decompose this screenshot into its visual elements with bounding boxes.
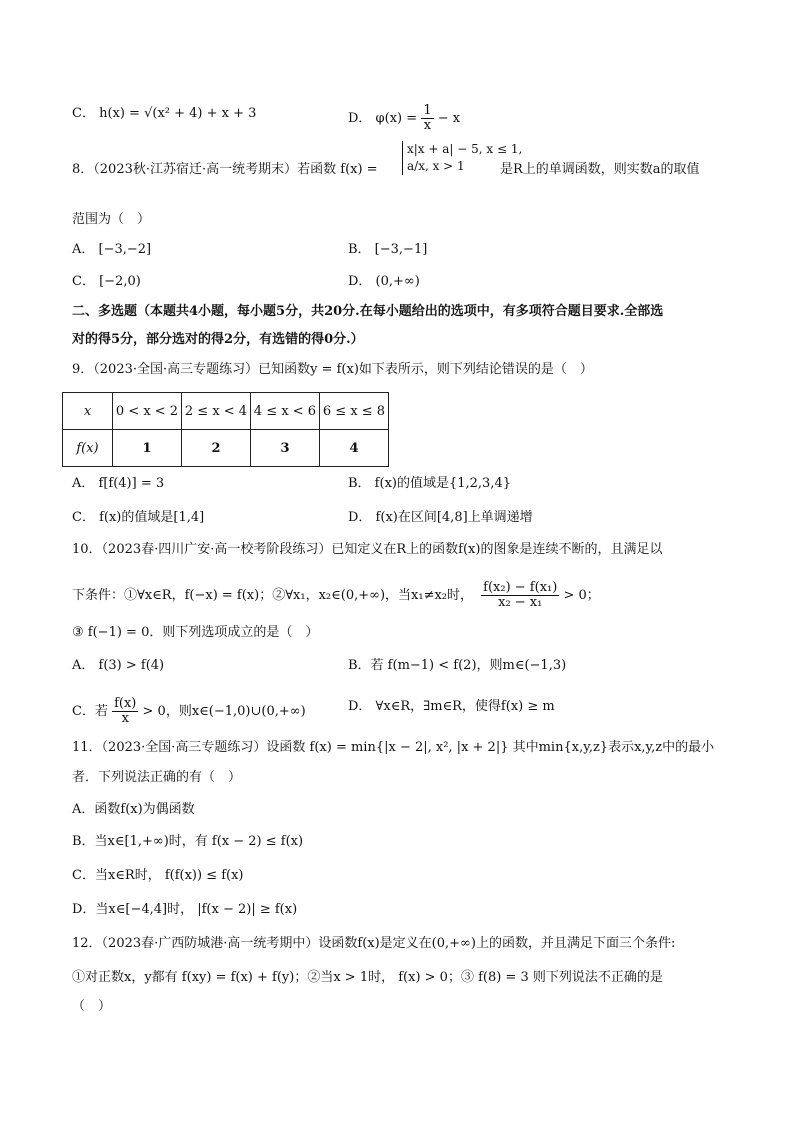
table-cell: 3 [251,430,320,467]
q8-head: 8．（2023秋·江苏宿迁·高一统考期末）若函数 f(x) = [72,162,378,177]
q8-option-c: C． [−2,0) [72,274,141,289]
section-2-heading-line1: 二、多选题（本题共4小题，每小题5分，共20分.在每小题给出的选项中，有多项符合题目要求.全部选 [72,304,664,319]
q10-option-c-num: f(x) [114,696,137,711]
q8-cont: 范围为（ ） [72,212,151,227]
q7-option-c: C． h(x) = √(x² + 4) + x + 3 [72,106,257,121]
q10-conditions [72,581,600,610]
q9-option-d: D． f(x)在区间[4,8]上单调递增 [348,510,533,525]
q11-line2: 者．下列说法正确的有（ ） [72,770,242,785]
q12-line3: （ ） [72,999,112,1014]
table-cell: f(x) [63,430,113,467]
q11-option-d: D．当x∈[−4,4]时， |f(x − 2)| ≥ f(x) [72,902,298,917]
q10-head: 10．（2023春·四川广安·高一校考阶段练习）已知定义在R上的函数f(x)的图象是连续不断的，且满足以 [72,542,663,557]
q8-option-d: D． (0,+∞) [348,274,420,289]
table-cell: x [63,393,113,430]
q7-option-d-fraction [421,104,433,133]
table-cell: 4 ≤ x < 6 [251,393,320,430]
q9-head: 9．（2023·全国·高三专题练习）已知函数y = f(x)如下表所示，则下列结论错误的是（ ） [72,362,593,377]
table-cell: 4 [320,430,389,467]
table-cell: 2 ≤ x < 4 [182,393,251,430]
q11-option-a: A．函数f(x)为偶函数 [72,802,195,817]
q11-option-b: B．当x∈[1,+∞)时，有 f(x − 2) ≤ f(x) [72,834,304,849]
q10-frac-num: f(x₂) − f(x₁) [483,580,558,595]
q7-option-d-num: 1 [423,103,432,118]
q7-option-d-tail: − x [437,111,461,126]
q8-case-2: a/x, x > 1 [407,159,465,173]
q10-option-a: A． f(3) > f(4) [72,658,165,673]
q9-option-b: B． f(x)的值域是{1,2,3,4} [348,476,511,491]
q7-option-d-lhs: D． φ(x) = [348,111,418,126]
q11-head: 11．（2023·全国·高三专题练习）设函数 f(x) = min{|x − 2|, x², |x + 2|} 其中min{x,y,z}表示x,y,z中的最小 [72,740,715,755]
q10-option-c [72,697,306,726]
section-2-heading-line2: 对的得5分，部分选对的得2分，有选错的得0分.） [72,332,364,347]
q10-option-c-post: > 0，则x∈(−1,0)∪(0,+∞) [142,704,306,719]
table-cell: 6 ≤ x ≤ 8 [320,393,389,430]
table-cell: 1 [113,430,182,467]
q10-option-b: B．若 f(m−1) < f(2)，则m∈(−1,3) [348,658,567,673]
q7-option-d [348,104,460,133]
q8-option-a: A． [−3,−2] [72,242,152,257]
q9-option-a: A． f[f(4)] = 3 [72,476,165,491]
table-row [63,393,389,430]
table-cell: 0 < x < 2 [113,393,182,430]
q10-line2: 下条件：①∀x∈R，f(−x) = f(x)；②∀x₁，x₂∈(0,+∞)，当x₁≠x₂时， [72,588,474,603]
q8-case-1: x|x + a| − 5, x ≤ 1, [407,142,523,156]
q12-head: 12．（2023春·广西防城港·高一统考期中）设函数f(x)是定义在(0,+∞)上的函数，并且满足下面三个条件: [72,936,676,951]
q8-tail: 是R上的单调函数，则实数a的取值 [500,162,700,177]
q10-line3: ③ f(−1) = 0．则下列选项成立的是（ ） [72,625,319,640]
q10-line2-tail: > 0； [563,588,600,603]
q10-option-d: D． ∀x∈R，∃m∈R，使得f(x) ≥ m [348,699,555,714]
q7-option-d-den: x [423,118,432,133]
table-cell: 2 [182,430,251,467]
table-row [63,430,389,467]
q10-option-c-pre: C．若 [72,704,108,719]
q10-option-c-fraction [112,697,138,726]
q9-table [62,392,389,467]
q12-line2: ①对正数x，y都有 f(xy) = f(x) + f(y)；②当x > 1时， f(x) > 0；③ f(8) = 3 则下列说法不正确的是 [72,970,663,985]
q8-option-b: B． [−3,−1] [348,242,428,257]
q10-frac-den: x₂ − x₁ [498,595,543,610]
q9-option-c: C． f(x)的值域是[1,4] [72,510,205,525]
q10-option-c-den: x [121,711,129,726]
q10-fraction [481,581,559,610]
q11-option-c: C．当x∈R时， f(f(x)) ≤ f(x) [72,868,244,883]
